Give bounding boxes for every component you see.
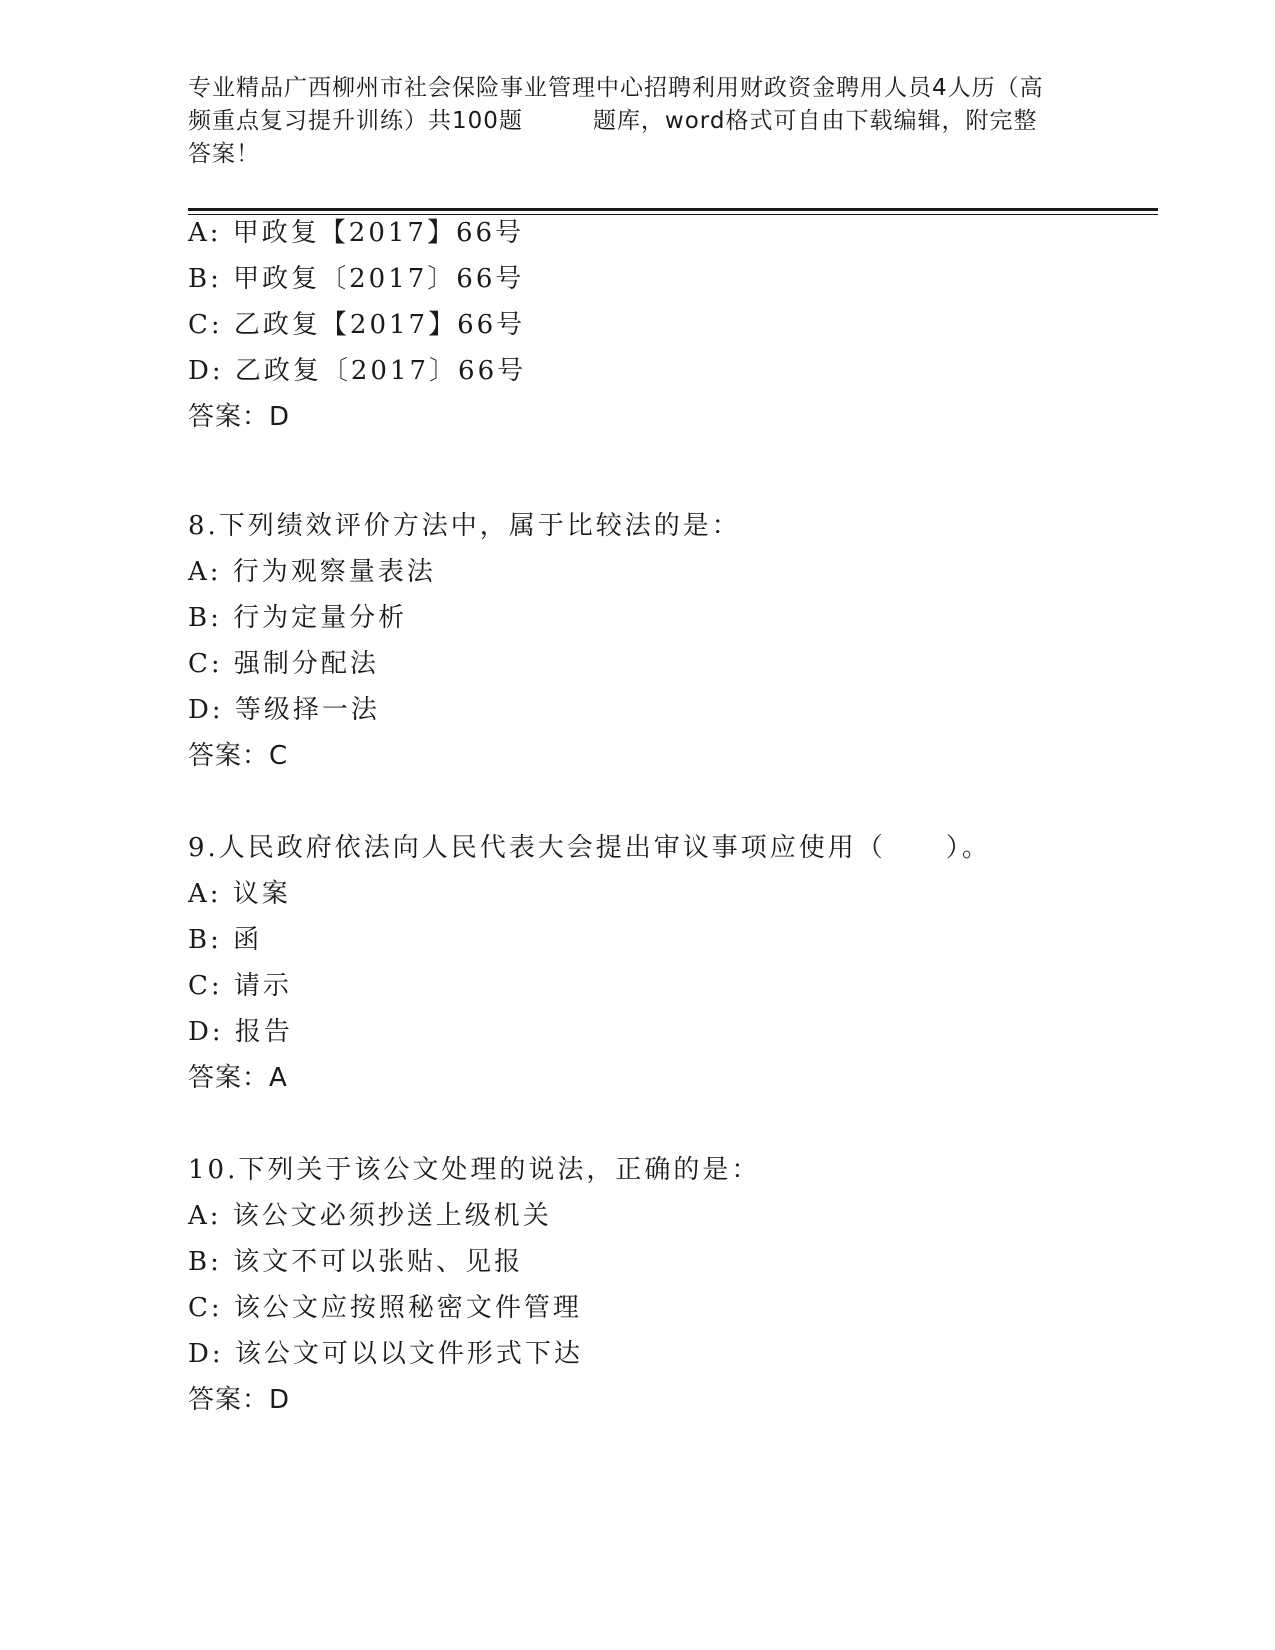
option-c: C: 请示: [188, 971, 292, 1001]
question-block-8: [188, 503, 1148, 779]
question-text-part-2: ）。: [945, 833, 991, 863]
question-text: 8.下列绩效评价方法中，属于比较法的是：: [188, 511, 741, 541]
option-b: B: 行为定量分析: [188, 603, 408, 633]
option-b: B: 函: [188, 925, 263, 955]
option-a: A: 甲政复【2017】66号: [188, 218, 525, 248]
answer-line: 答案：C: [188, 741, 289, 771]
question-text-part-1: 9.人民政府依法向人民代表大会提出审议事项应使用（: [188, 833, 886, 863]
option-b: B: 该文不可以张贴、见报: [188, 1247, 524, 1277]
header-line-3: 答案！: [188, 141, 260, 167]
question-text: 10.下列关于该公文处理的说法，正确的是：: [188, 1155, 761, 1185]
option-d: D: 乙政复〔2017〕66号: [188, 356, 527, 386]
option-a: A: 议案: [188, 879, 291, 909]
header-line-2: [188, 105, 1088, 138]
header-line-2-part-1: 频重点复习提升训练）共100题: [188, 108, 523, 134]
option-d: D: 等级择一法: [188, 695, 380, 725]
answer-line: 答案：D: [188, 402, 291, 432]
question-block-9: [188, 825, 1148, 1101]
answer-line: 答案：D: [188, 1385, 291, 1415]
answer-line: 答案：A: [188, 1063, 288, 1093]
question-text: [188, 825, 1148, 871]
option-a: A: 行为观察量表法: [188, 557, 436, 587]
question-block-10: [188, 1147, 1148, 1423]
option-a: A: 该公文必须抄送上级机关: [188, 1201, 552, 1231]
option-c: C: 乙政复【2017】66号: [188, 310, 526, 340]
document-header: [188, 72, 1088, 171]
option-d: D: 该公文可以以文件形式下达: [188, 1339, 583, 1369]
option-d: D: 报告: [188, 1017, 293, 1047]
option-c: C: 该公文应按照秘密文件管理: [188, 1293, 582, 1323]
option-b: B: 甲政复〔2017〕66号: [188, 264, 525, 294]
question-block-7: [188, 210, 1148, 440]
header-line-1: 专业精品广西柳州市社会保险事业管理中心招聘利用财政资金聘用人员4人历（高: [188, 75, 1044, 101]
option-c: C: 强制分配法: [188, 649, 379, 679]
header-line-2-part-2: 题库，word格式可自由下载编辑，附完整: [592, 108, 1038, 134]
